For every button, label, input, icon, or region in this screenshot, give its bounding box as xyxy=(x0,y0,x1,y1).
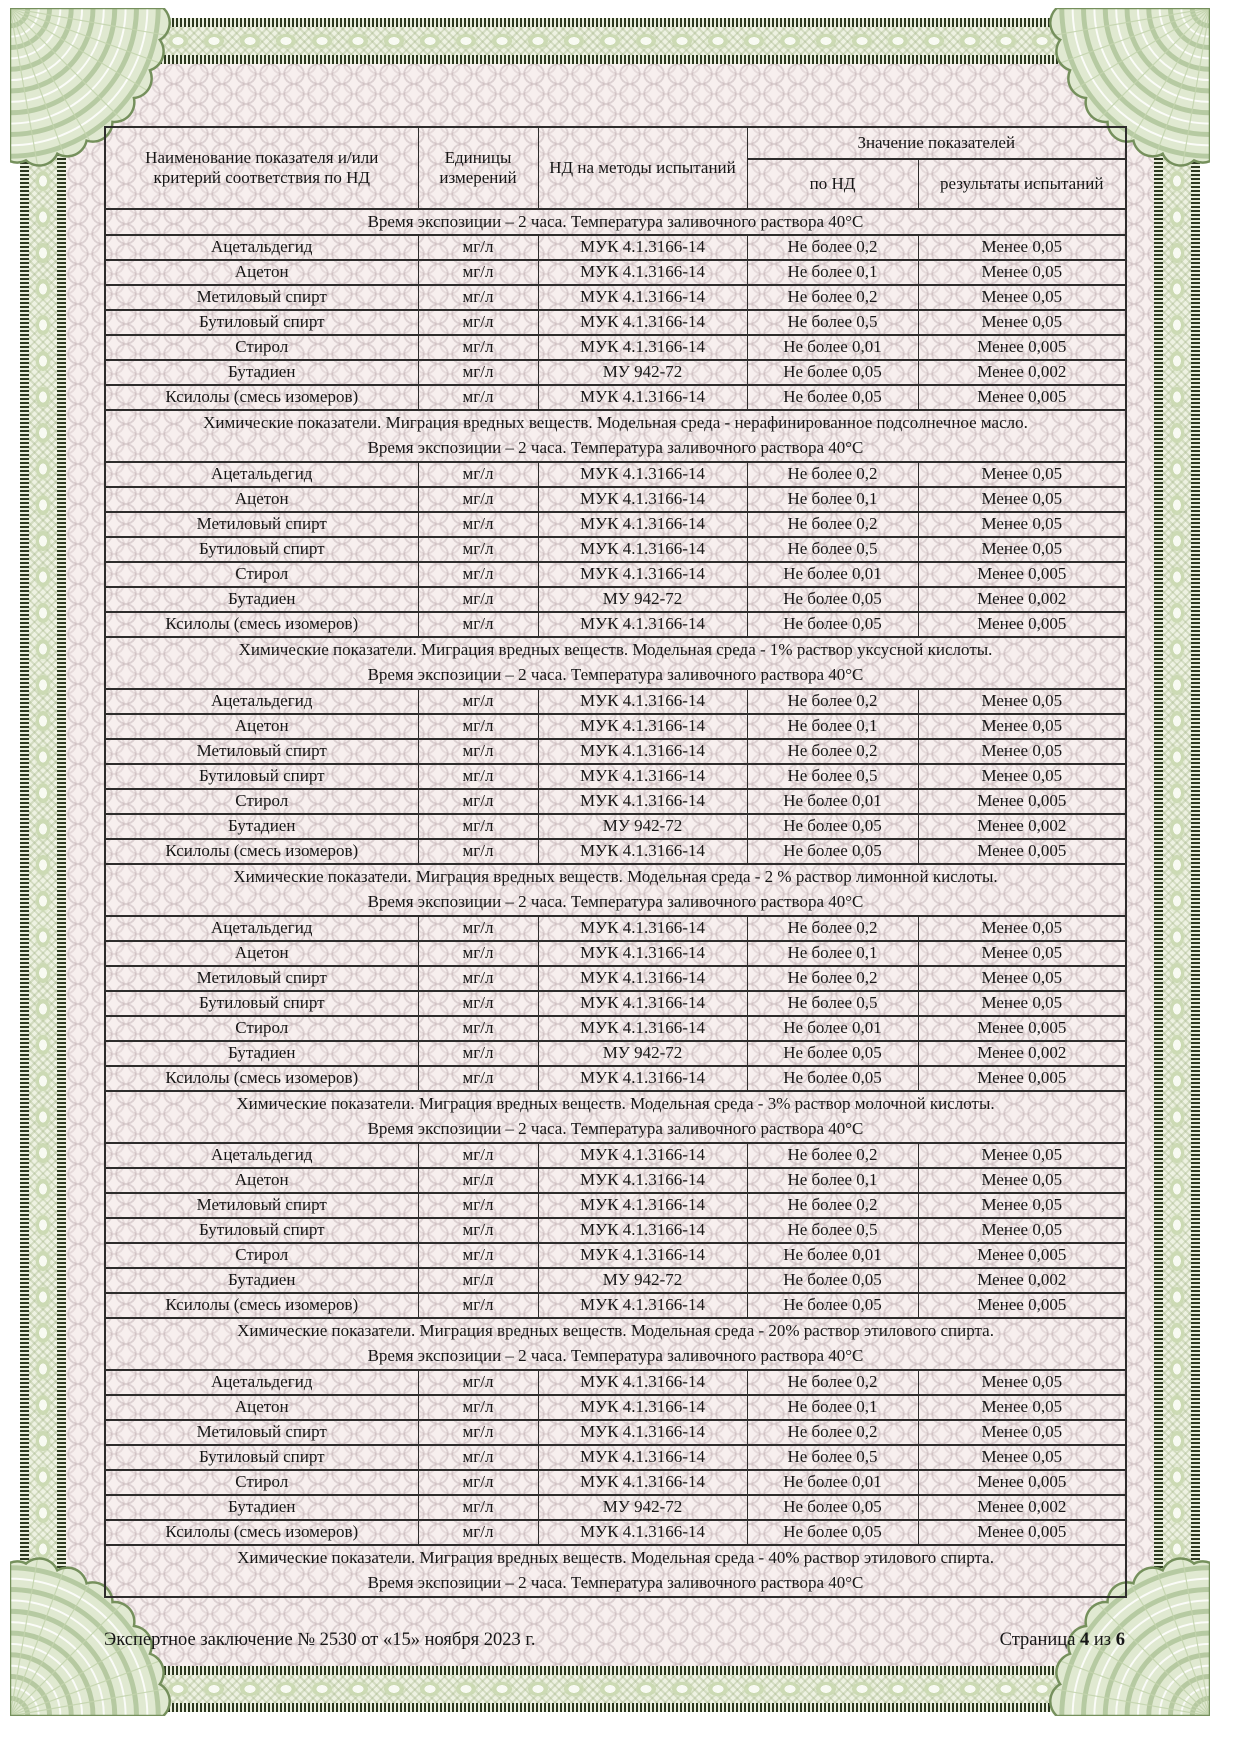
cell-units: мг/л xyxy=(418,1143,538,1168)
cell-parameter: Метиловый спирт xyxy=(105,512,418,537)
cell-result: Менее 0,002 xyxy=(918,814,1126,839)
section-title-row xyxy=(105,410,1126,436)
section-title-row xyxy=(105,1545,1126,1571)
table-row xyxy=(105,789,1126,814)
cell-units: мг/л xyxy=(418,714,538,739)
table-row xyxy=(105,335,1126,360)
cell-units: мг/л xyxy=(418,1395,538,1420)
table-row xyxy=(105,991,1126,1016)
cell-result: Менее 0,05 xyxy=(918,487,1126,512)
cell-parameter: Бутиловый спирт xyxy=(105,1218,418,1243)
cell-norm: Не более 0,05 xyxy=(747,1293,918,1318)
page-indicator xyxy=(1000,1630,1125,1651)
cell-parameter: Ацетон xyxy=(105,941,418,966)
cell-method: МУК 4.1.3166-14 xyxy=(538,260,747,285)
cell-result: Менее 0,05 xyxy=(918,260,1126,285)
table-body xyxy=(105,209,1126,1597)
cell-parameter: Ацетальдегид xyxy=(105,1370,418,1395)
table-row xyxy=(105,1420,1126,1445)
section-title: Время экспозиции – 2 часа. Температура заливочного раствора 40°С xyxy=(367,1119,864,1139)
cell-result: Менее 0,002 xyxy=(918,1268,1126,1293)
cell-units: мг/л xyxy=(418,991,538,1016)
table-row xyxy=(105,1495,1126,1520)
section-title: Время экспозиции – 2 часа. Температура заливочного раствора 40°С xyxy=(367,1346,864,1366)
cell-units: мг/л xyxy=(418,689,538,714)
section-title-row xyxy=(105,1571,1126,1597)
cell-method: МУ 942-72 xyxy=(538,814,747,839)
cell-result: Менее 0,005 xyxy=(918,789,1126,814)
cell-result: Менее 0,005 xyxy=(918,839,1126,864)
cell-parameter: Стирол xyxy=(105,789,418,814)
section-title-row xyxy=(105,890,1126,916)
cell-parameter: Бутадиен xyxy=(105,1268,418,1293)
cell-result: Менее 0,05 xyxy=(918,512,1126,537)
cell-method: МУК 4.1.3166-14 xyxy=(538,1395,747,1420)
cell-method: МУК 4.1.3166-14 xyxy=(538,739,747,764)
cell-method: МУК 4.1.3166-14 xyxy=(538,487,747,512)
cell-parameter: Метиловый спирт xyxy=(105,1420,418,1445)
section-title-row xyxy=(105,436,1126,462)
cell-units: мг/л xyxy=(418,1243,538,1268)
table-row xyxy=(105,1520,1126,1545)
cell-norm: Не более 0,2 xyxy=(747,512,918,537)
table-row xyxy=(105,1395,1126,1420)
section-title: Химические показатели. Миграция вредных веществ. Модельная среда - 20% раствор этилового спирта. xyxy=(237,1321,994,1341)
cell-parameter: Ацетальдегид xyxy=(105,1143,418,1168)
cell-method: МУ 942-72 xyxy=(538,1495,747,1520)
table-row xyxy=(105,260,1126,285)
cell-result: Менее 0,002 xyxy=(918,1495,1126,1520)
table-row xyxy=(105,1168,1126,1193)
cell-norm: Не более 0,05 xyxy=(747,1495,918,1520)
cell-norm: Не более 0,2 xyxy=(747,739,918,764)
cell-result: Менее 0,005 xyxy=(918,1470,1126,1495)
cell-parameter: Бутиловый спирт xyxy=(105,764,418,789)
cell-units: мг/л xyxy=(418,1016,538,1041)
cell-method: МУК 4.1.3166-14 xyxy=(538,1293,747,1318)
table-row xyxy=(105,941,1126,966)
cell-units: мг/л xyxy=(418,562,538,587)
header-units: Единицы измерений xyxy=(418,127,538,209)
cell-parameter: Бутиловый спирт xyxy=(105,1445,418,1470)
cell-norm: Не более 0,2 xyxy=(747,916,918,941)
document-reference: Экспертное заключение № 2530 от «15» ноября 2023 г. xyxy=(104,1630,536,1650)
cell-norm: Не более 0,05 xyxy=(747,385,918,410)
cell-parameter: Стирол xyxy=(105,335,418,360)
cell-units: мг/л xyxy=(418,285,538,310)
cell-norm: Не более 0,1 xyxy=(747,1395,918,1420)
cell-norm: Не более 0,5 xyxy=(747,991,918,1016)
test-results-table xyxy=(104,126,1127,1598)
cell-units: мг/л xyxy=(418,839,538,864)
cell-units: мг/л xyxy=(418,1041,538,1066)
cell-method: МУК 4.1.3166-14 xyxy=(538,1445,747,1470)
cell-units: мг/л xyxy=(418,1420,538,1445)
page-number: 4 xyxy=(1080,1630,1090,1650)
cell-result: Менее 0,05 xyxy=(918,537,1126,562)
cell-norm: Не более 0,01 xyxy=(747,789,918,814)
table-row xyxy=(105,235,1126,260)
cell-result: Менее 0,005 xyxy=(918,1293,1126,1318)
page-label: Страница xyxy=(999,1630,1076,1650)
table-row xyxy=(105,1293,1126,1318)
cell-parameter: Метиловый спирт xyxy=(105,739,418,764)
cell-norm: Не более 0,05 xyxy=(747,1268,918,1293)
cell-result: Менее 0,002 xyxy=(918,587,1126,612)
cell-method: МУК 4.1.3166-14 xyxy=(538,689,747,714)
cell-norm: Не более 0,05 xyxy=(747,612,918,637)
cell-parameter: Ацетон xyxy=(105,1395,418,1420)
cell-parameter: Ксилолы (смесь изомеров) xyxy=(105,385,418,410)
cell-parameter: Бутиловый спирт xyxy=(105,991,418,1016)
cell-norm: Не более 0,05 xyxy=(747,1520,918,1545)
table-row xyxy=(105,1143,1126,1168)
cell-units: мг/л xyxy=(418,537,538,562)
table-row xyxy=(105,739,1126,764)
cell-method: МУК 4.1.3166-14 xyxy=(538,537,747,562)
cell-result: Менее 0,05 xyxy=(918,1218,1126,1243)
cell-units: мг/л xyxy=(418,916,538,941)
cell-norm: Не более 0,5 xyxy=(747,310,918,335)
cell-units: мг/л xyxy=(418,512,538,537)
section-title: Химические показатели. Миграция вредных веществ. Модельная среда - 2 % раствор лимонной кислоты. xyxy=(233,867,998,887)
cell-units: мг/л xyxy=(418,1218,538,1243)
cell-result: Менее 0,05 xyxy=(918,285,1126,310)
section-title-row xyxy=(105,637,1126,663)
cell-norm: Не более 0,2 xyxy=(747,285,918,310)
border-band-right xyxy=(1154,18,1200,1712)
cell-norm: Не более 0,05 xyxy=(747,587,918,612)
cell-norm: Не более 0,5 xyxy=(747,1218,918,1243)
cell-units: мг/л xyxy=(418,764,538,789)
cell-result: Менее 0,005 xyxy=(918,1016,1126,1041)
cell-result: Менее 0,05 xyxy=(918,991,1126,1016)
total-pages: 6 xyxy=(1115,1630,1125,1650)
table-row xyxy=(105,1193,1126,1218)
cell-result: Менее 0,005 xyxy=(918,335,1126,360)
cell-parameter: Метиловый спирт xyxy=(105,1193,418,1218)
cell-result: Менее 0,002 xyxy=(918,1041,1126,1066)
header-nd-methods: НД на методы испытаний xyxy=(538,127,747,209)
header-by-nd: по НД xyxy=(747,159,918,209)
cell-method: МУК 4.1.3166-14 xyxy=(538,462,747,487)
cell-units: мг/л xyxy=(418,1445,538,1470)
cell-parameter: Бутиловый спирт xyxy=(105,310,418,335)
cell-parameter: Ксилолы (смесь изомеров) xyxy=(105,1293,418,1318)
cell-result: Менее 0,05 xyxy=(918,714,1126,739)
table-header xyxy=(105,127,1126,209)
cell-norm: Не более 0,01 xyxy=(747,1243,918,1268)
cell-parameter: Ацетон xyxy=(105,487,418,512)
cell-method: МУК 4.1.3166-14 xyxy=(538,941,747,966)
cell-parameter: Бутиловый спирт xyxy=(105,537,418,562)
table-row xyxy=(105,512,1126,537)
header-results: результаты испытаний xyxy=(918,159,1126,209)
cell-result: Менее 0,005 xyxy=(918,612,1126,637)
section-title-row xyxy=(105,663,1126,689)
cell-norm: Не более 0,01 xyxy=(747,335,918,360)
cell-norm: Не более 0,1 xyxy=(747,1168,918,1193)
cell-result: Менее 0,05 xyxy=(918,1445,1126,1470)
cell-result: Менее 0,05 xyxy=(918,1143,1126,1168)
cell-result: Менее 0,05 xyxy=(918,462,1126,487)
table-row xyxy=(105,612,1126,637)
cell-method: МУ 942-72 xyxy=(538,1268,747,1293)
table-row xyxy=(105,1066,1126,1091)
cell-result: Менее 0,05 xyxy=(918,966,1126,991)
cell-units: мг/л xyxy=(418,1168,538,1193)
cell-parameter: Бутадиен xyxy=(105,1041,418,1066)
cell-method: МУ 942-72 xyxy=(538,587,747,612)
cell-units: мг/л xyxy=(418,385,538,410)
table-row xyxy=(105,839,1126,864)
cell-units: мг/л xyxy=(418,612,538,637)
cell-norm: Не более 0,5 xyxy=(747,764,918,789)
cell-norm: Не более 0,2 xyxy=(747,689,918,714)
cell-units: мг/л xyxy=(418,941,538,966)
cell-method: МУ 942-72 xyxy=(538,360,747,385)
cell-method: МУК 4.1.3166-14 xyxy=(538,764,747,789)
table-row xyxy=(105,537,1126,562)
cell-parameter: Ацетальдегид xyxy=(105,235,418,260)
cell-parameter: Бутадиен xyxy=(105,360,418,385)
cell-norm: Не более 0,01 xyxy=(747,1016,918,1041)
cell-norm: Не более 0,05 xyxy=(747,1041,918,1066)
cell-norm: Не более 0,05 xyxy=(747,1066,918,1091)
cell-units: мг/л xyxy=(418,360,538,385)
cell-units: мг/л xyxy=(418,235,538,260)
table-row xyxy=(105,385,1126,410)
cell-parameter: Ксилолы (смесь изомеров) xyxy=(105,839,418,864)
cell-method: МУК 4.1.3166-14 xyxy=(538,1243,747,1268)
cell-method: МУК 4.1.3166-14 xyxy=(538,1420,747,1445)
cell-units: мг/л xyxy=(418,587,538,612)
cell-result: Менее 0,005 xyxy=(918,385,1126,410)
cell-method: МУК 4.1.3166-14 xyxy=(538,235,747,260)
cell-norm: Не более 0,05 xyxy=(747,839,918,864)
table-row xyxy=(105,285,1126,310)
cell-method: МУК 4.1.3166-14 xyxy=(538,991,747,1016)
table-row xyxy=(105,462,1126,487)
cell-result: Менее 0,005 xyxy=(918,1243,1126,1268)
header-parameter-name: Наименование показателя и/или критерий соответствия по НД xyxy=(105,127,418,209)
cell-result: Менее 0,05 xyxy=(918,764,1126,789)
cell-result: Менее 0,05 xyxy=(918,310,1126,335)
table-row xyxy=(105,1268,1126,1293)
cell-method: МУК 4.1.3166-14 xyxy=(538,1143,747,1168)
cell-parameter: Бутадиен xyxy=(105,814,418,839)
cell-norm: Не более 0,05 xyxy=(747,814,918,839)
cell-parameter: Ацетон xyxy=(105,714,418,739)
cell-result: Менее 0,05 xyxy=(918,739,1126,764)
section-title: Время экспозиции – 2 часа. Температура заливочного раствора 40°С xyxy=(367,665,864,685)
cell-method: МУК 4.1.3166-14 xyxy=(538,612,747,637)
cell-units: мг/л xyxy=(418,462,538,487)
cell-norm: Не более 0,1 xyxy=(747,487,918,512)
table-row xyxy=(105,1445,1126,1470)
header-values-group: Значение показателей xyxy=(747,127,1126,159)
cell-result: Менее 0,002 xyxy=(918,360,1126,385)
cell-parameter: Ацетон xyxy=(105,260,418,285)
cell-norm: Не более 0,1 xyxy=(747,714,918,739)
cell-result: Менее 0,05 xyxy=(918,1395,1126,1420)
cell-method: МУК 4.1.3166-14 xyxy=(538,1520,747,1545)
cell-result: Менее 0,005 xyxy=(918,1066,1126,1091)
cell-units: мг/л xyxy=(418,260,538,285)
cell-units: мг/л xyxy=(418,1193,538,1218)
cell-method: МУК 4.1.3166-14 xyxy=(538,1193,747,1218)
section-title: Время экспозиции – 2 часа. Температура заливочного раствора 40°С xyxy=(367,1573,864,1593)
cell-method: МУ 942-72 xyxy=(538,1041,747,1066)
cell-method: МУК 4.1.3166-14 xyxy=(538,1370,747,1395)
cell-norm: Не более 0,5 xyxy=(747,537,918,562)
section-title-row xyxy=(105,1117,1126,1143)
cell-units: мг/л xyxy=(418,1268,538,1293)
section-title-row xyxy=(105,209,1126,235)
cell-norm: Не более 0,2 xyxy=(747,1420,918,1445)
cell-norm: Не более 0,2 xyxy=(747,462,918,487)
cell-method: МУК 4.1.3166-14 xyxy=(538,916,747,941)
table-row xyxy=(105,1470,1126,1495)
section-title: Время экспозиции – 2 часа. Температура заливочного раствора 40°С xyxy=(367,892,864,912)
cell-method: МУК 4.1.3166-14 xyxy=(538,1218,747,1243)
section-title: Химические показатели. Миграция вредных веществ. Модельная среда - 1% раствор уксусной кислоты. xyxy=(238,640,993,660)
cell-units: мг/л xyxy=(418,814,538,839)
cell-norm: Не более 0,2 xyxy=(747,235,918,260)
cell-method: МУК 4.1.3166-14 xyxy=(538,335,747,360)
of-label: из xyxy=(1093,1630,1112,1650)
cell-result: Менее 0,05 xyxy=(918,235,1126,260)
cell-parameter: Стирол xyxy=(105,1243,418,1268)
cell-norm: Не более 0,01 xyxy=(747,562,918,587)
cell-method: МУК 4.1.3166-14 xyxy=(538,562,747,587)
cell-units: мг/л xyxy=(418,1293,538,1318)
cell-method: МУК 4.1.3166-14 xyxy=(538,1066,747,1091)
cell-method: МУК 4.1.3166-14 xyxy=(538,789,747,814)
cell-result: Менее 0,05 xyxy=(918,1168,1126,1193)
table-row xyxy=(105,487,1126,512)
cell-units: мг/л xyxy=(418,310,538,335)
section-title-row xyxy=(105,864,1126,890)
table-row xyxy=(105,587,1126,612)
section-title: Химические показатели. Миграция вредных веществ. Модельная среда - 40% раствор этилового спирта. xyxy=(237,1548,994,1568)
table-row xyxy=(105,360,1126,385)
section-title-row xyxy=(105,1091,1126,1117)
cell-norm: Не более 0,2 xyxy=(747,966,918,991)
cell-result: Менее 0,005 xyxy=(918,1520,1126,1545)
cell-result: Менее 0,05 xyxy=(918,941,1126,966)
border-band-left xyxy=(20,18,66,1712)
cell-parameter: Ацетон xyxy=(105,1168,418,1193)
cell-parameter: Ацетальдегид xyxy=(105,916,418,941)
cell-method: МУК 4.1.3166-14 xyxy=(538,966,747,991)
border-band-bottom xyxy=(20,1666,1200,1712)
table-row xyxy=(105,1370,1126,1395)
table-row xyxy=(105,1041,1126,1066)
cell-method: МУК 4.1.3166-14 xyxy=(538,285,747,310)
cell-parameter: Стирол xyxy=(105,562,418,587)
cell-method: МУК 4.1.3166-14 xyxy=(538,1470,747,1495)
cell-units: мг/л xyxy=(418,739,538,764)
cell-norm: Не более 0,05 xyxy=(747,360,918,385)
cell-method: МУК 4.1.3166-14 xyxy=(538,512,747,537)
cell-units: мг/л xyxy=(418,966,538,991)
section-title: Химические показатели. Миграция вредных веществ. Модельная среда - нерафинированное подсолнечное масло. xyxy=(203,413,1028,433)
cell-norm: Не более 0,5 xyxy=(747,1445,918,1470)
table-row xyxy=(105,916,1126,941)
cell-parameter: Ацетальдегид xyxy=(105,462,418,487)
cell-parameter: Ксилолы (смесь изомеров) xyxy=(105,1520,418,1545)
cell-result: Менее 0,05 xyxy=(918,916,1126,941)
cell-method: МУК 4.1.3166-14 xyxy=(538,1016,747,1041)
cell-parameter: Бутадиен xyxy=(105,587,418,612)
cell-method: МУК 4.1.3166-14 xyxy=(538,385,747,410)
cell-parameter: Метиловый спирт xyxy=(105,285,418,310)
cell-parameter: Ксилолы (смесь изомеров) xyxy=(105,612,418,637)
cell-result: Менее 0,05 xyxy=(918,689,1126,714)
cell-units: мг/л xyxy=(418,1066,538,1091)
table-row xyxy=(105,562,1126,587)
cell-norm: Не более 0,2 xyxy=(747,1193,918,1218)
cell-units: мг/л xyxy=(418,1520,538,1545)
section-title-row xyxy=(105,1344,1126,1370)
cell-parameter: Ацетальдегид xyxy=(105,689,418,714)
cell-method: МУК 4.1.3166-14 xyxy=(538,1168,747,1193)
cell-parameter: Метиловый спирт xyxy=(105,966,418,991)
cell-result: Менее 0,05 xyxy=(918,1193,1126,1218)
cell-units: мг/л xyxy=(418,1370,538,1395)
cell-method: МУК 4.1.3166-14 xyxy=(538,310,747,335)
cell-units: мг/л xyxy=(418,487,538,512)
table-row xyxy=(105,310,1126,335)
cell-norm: Не более 0,01 xyxy=(747,1470,918,1495)
table-row xyxy=(105,966,1126,991)
cell-norm: Не более 0,1 xyxy=(747,941,918,966)
cell-result: Менее 0,05 xyxy=(918,1420,1126,1445)
cell-norm: Не более 0,2 xyxy=(747,1143,918,1168)
cell-norm: Не более 0,1 xyxy=(747,260,918,285)
cell-units: мг/л xyxy=(418,789,538,814)
table-row xyxy=(105,1218,1126,1243)
cell-parameter: Стирол xyxy=(105,1470,418,1495)
cell-result: Менее 0,005 xyxy=(918,562,1126,587)
section-title-row xyxy=(105,1318,1126,1344)
table-row xyxy=(105,1016,1126,1041)
cell-method: МУК 4.1.3166-14 xyxy=(538,839,747,864)
table-row xyxy=(105,1243,1126,1268)
table-row xyxy=(105,814,1126,839)
table-row xyxy=(105,764,1126,789)
cell-parameter: Стирол xyxy=(105,1016,418,1041)
cell-units: мг/л xyxy=(418,1470,538,1495)
cell-method: МУК 4.1.3166-14 xyxy=(538,714,747,739)
cell-units: мг/л xyxy=(418,335,538,360)
cell-units: мг/л xyxy=(418,1495,538,1520)
section-title: Время экспозиции – 2 часа. Температура заливочного раствора 40°С xyxy=(367,211,864,231)
cell-parameter: Ксилолы (смесь изомеров) xyxy=(105,1066,418,1091)
border-band-top xyxy=(20,18,1200,64)
section-title: Время экспозиции – 2 часа. Температура заливочного раствора 40°С xyxy=(367,438,864,458)
section-title: Химические показатели. Миграция вредных веществ. Модельная среда - 3% раствор молочной кислоты. xyxy=(236,1094,995,1114)
table-row xyxy=(105,689,1126,714)
table-row xyxy=(105,714,1126,739)
cell-result: Менее 0,05 xyxy=(918,1370,1126,1395)
page-footer xyxy=(104,1630,1125,1651)
cell-norm: Не более 0,2 xyxy=(747,1370,918,1395)
cell-parameter: Бутадиен xyxy=(105,1495,418,1520)
